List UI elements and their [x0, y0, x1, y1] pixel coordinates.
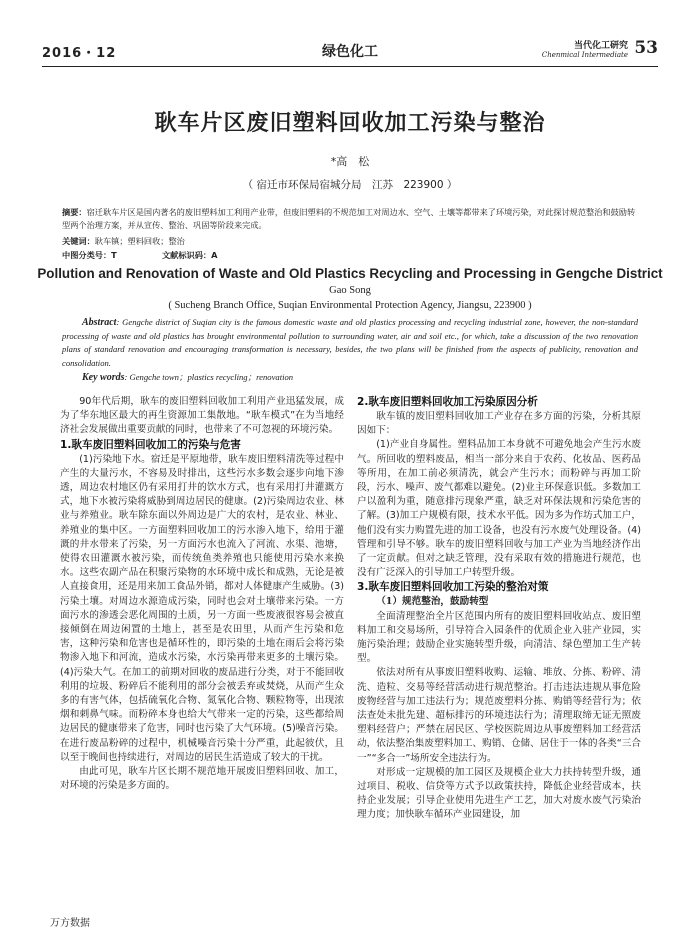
english-abstract-text: : Gengche district of Suqian city is the famous domestic waste and old plastics processing and recycling industrial zone, however, the non-standard processing of waste and old plastics has brought environmental pollution to surrounding water, air and soil etc., for which, take a discussion of the two renovation plans of standard renovation and encouraging transformation is necessary, besides, the two plans will be finished from the aspects of publicity, renovation and consolidation. — [62, 317, 638, 368]
magazine-name-cn: 当代化工研究 — [573, 41, 628, 51]
clc-label: 中图分类号： — [62, 250, 112, 260]
journal-section: 绿色化工 — [322, 44, 378, 60]
footer-watermark: 万方数据 — [50, 918, 90, 929]
issue-label: 2016・12 — [42, 46, 117, 61]
english-abstract-label: Abstract — [82, 317, 117, 328]
doc-code-value: A — [211, 250, 218, 260]
english-keywords-label: Key words — [82, 372, 125, 383]
doc-code-label: 文献标识码： — [161, 250, 212, 260]
affiliation: （ 宿迁市环保局宿城分局 江苏 223900 ） — [242, 179, 458, 191]
section-3-paragraph-2: 依法对所有从事废旧塑料收购、运输、堆放、分拣、粉碎、清洗、造粒、交易等经营活动进行规范整治。打击违法违规从事危险废物经营与加工违法行为；规范废塑料分拣、购销等经营行为；依法查处未批先建、超标排污的环境违法行为；清理取缔无证无照废塑料经营户；严禁在居民区、学校医院周边从事废塑料加工经营活动，依法整治集废塑料加工、购销、仓储、居住于一体的各类“三合一”“多合一”场所安全违法行为。 — [357, 667, 641, 764]
section-3-subheading-1: （1）规范整治，鼓励转型 — [376, 596, 489, 608]
english-keywords-text: : Gengche town；plastics recycling；renovation — [124, 372, 294, 382]
classification — [62, 250, 638, 261]
magazine-name-en: Chenmical Intermediate — [541, 51, 628, 59]
section-3-paragraph-3: 对形成一定规模的加工园区及规模企业大力扶持转型升级，通过项目、税收、信贷等方式予以政策扶持，降低企业经营成本，扶持企业发展；引导企业使用先进生产工艺，加大对废水废气污染治理力度；加快耿车循环产业园建设，加 — [357, 766, 641, 821]
section-2-paragraph-2: (1)产业自身属性。塑料品加工本身就不可避免地会产生污水废气。所回收的塑料废品，相当一部分来自于农药、化妆品、医药品等所用，在加工前必须清洗，就会产生污水；而粉碎与再加工阶段，污水、噪声、废气都难以避免。(2)业主环保意识低。多数加工户以盈利为重，随意排污现象严重，缺乏对环保法规和污染危害的了解。(3)加工户规模有限，技术水平低。因为多为作坊式加工户，他们没有实力购置先进的加工设备，也没有污水废气处理设备。(4)管理和引导不够。耿车的废旧塑料回收与加工产业为当地经济作出了一定贡献。但对之缺乏管理，没有采取有效的措施进行规范，也没有广泛深入的引导加工户转型升级。 — [357, 439, 641, 579]
page-header — [42, 36, 658, 64]
english-author: Gao Song — [329, 285, 371, 296]
page-number: 53 — [634, 38, 658, 58]
author: *高 松 — [330, 155, 370, 168]
clc-value: T — [111, 250, 117, 260]
article-title: 耿车片区废旧塑料回收加工污染与整治 — [154, 111, 546, 136]
section-1-heading: 1.耿车废旧塑料回收加工的污染与危害 — [60, 438, 241, 451]
section-2-heading: 2.耿车废旧塑料回收加工污染原因分析 — [357, 396, 538, 408]
abstract-cn — [62, 206, 638, 232]
intro-paragraph: 90年代后期，耿车的废旧塑料回收加工利用产业迅猛发展，成为了华东地区最大的再生资源加工集散地。“耿车模式”在为当地经济社会发展做出重要贡献的同时，也带来了不可忽视的环境污染。 — [60, 396, 344, 436]
magazine-logo — [542, 38, 628, 59]
section-1-paragraph-2: 由此可见，耿车片区长期不规范地开展废旧塑料回收、加工，对环境的污染是多方面的。 — [60, 766, 344, 792]
section-2-paragraph-1: 耿车镇的废旧塑料回收加工产业存在多方面的污染，分析其原因如下： — [357, 411, 641, 437]
english-affiliation: ( Sucheng Branch Office, Suqian Environmental Protection Agency, Jiangsu, 223900 ) — [168, 300, 532, 311]
header-rule — [42, 66, 658, 67]
body-column-left — [60, 395, 344, 793]
abstract-cn-text: 宿迁耿车片区是国内著名的废旧塑料加工利用产业带，但废旧塑料的不规范加工对周边水、空气、土壤等都带来了环境污染，对此探讨规范整治和鼓励转型两个治理方案，并从宣传、整治、巩固等阶段来完成。 — [62, 207, 636, 230]
keywords-cn — [62, 236, 638, 247]
english-keywords — [82, 371, 638, 383]
english-title: Pollution and Renovation of Waste and Old Plastics Recycling and Processing in Gengche District — [37, 266, 663, 281]
english-abstract — [62, 316, 638, 370]
abstract-cn-label: 摘要： — [62, 207, 87, 217]
keywords-cn-text: 耿车镇；塑料回收；整治 — [94, 236, 185, 246]
section-3-paragraph-1: 全面清理整治全片区范围内所有的废旧塑料回收站点、废旧塑料加工和交易场所，引导符合入园条件的优质企业入驻产业园，实施污染治理；鼓励企业实施转型升级，向清洁、绿色塑加工生产转型。 — [357, 610, 641, 665]
section-1-paragraph-1: (1)污染地下水。宿迁是平原地带，耿车废旧塑料清洗等过程中产生的大量污水，不容易及时排出，这些污水多数会逐步向地下渗透，周边农村地区仍有采用打井的饮水方式，也有采用打井灌溉方式，地下水被污染将威胁到周边居民的健康。(2)污染周边农业、林业与养殖业。耿车除东面以外周边是广大的农村，是农业、林业、养殖业的集中区。一方面塑料回收加工的污水渗入地下，给用于灌溉的井水带来了污染，另一方面污水也流入了河流、水渠、池塘，使得农田灌溉水被污染，而传统鱼类养殖也只能使用污染水来换水。这些农副产品在积聚污染物的水环境中成长和成熟，无论是被人直接食用，还是用来加工食品外销，都对人体健康产生威胁。(3)污染土壤。对周边水源造成污染，同时也会对土壤带来污染。一方面污水的渗透会恶化周围的土质，另一方面一些废液很容易会被直接倾倒在周边闲置的土地上，甚至是农田里，从而产生污染和危害，这种污染和危害也是循环性的，即污染的土地在雨后会将污染物渗入地下和河流，造成水污染，水污染再带来更多的土壤污染。(4)污染大气。在加工的前期对回收的废品进行分类，对于不能回收利用的垃圾、粉碎后不能利用的部分会被丢弃或焚烧，从而产生众多的有害气体，包括硫氧化合物、氮氧化合物、颗粒物等，出现浓烟和刺鼻气味。而粉碎本身也给大气带来一定的污染，这些都给周边居民的健康带来了危害，同时也污染了大气环境。(5)噪音污染。在进行废品粉碎的过程中，机械噪音污染十分严重，此起彼伏，且以至于晚间也持续进行，对周边的居民生活造成了较大的干扰。 — [60, 453, 344, 763]
keywords-cn-label: 关键词： — [62, 236, 95, 246]
section-3-heading: 3.耿车废旧塑料回收加工污染的整治对策 — [357, 581, 549, 594]
body-column-right — [357, 395, 641, 823]
